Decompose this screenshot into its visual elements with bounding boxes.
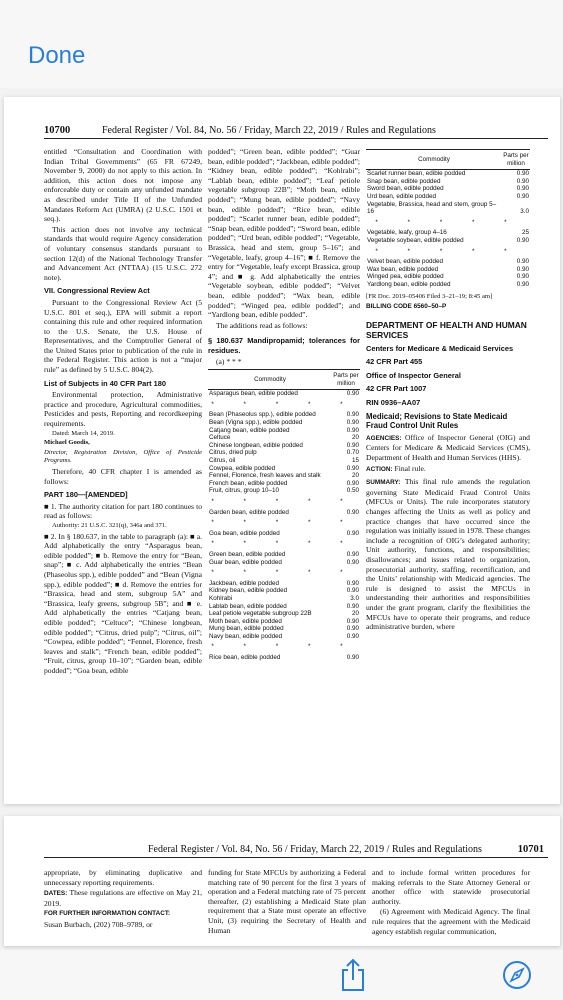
page-number: 10701	[517, 844, 544, 855]
ppm-cell: 0.90	[346, 390, 359, 398]
document-page-10701	[4, 816, 560, 946]
table-row	[208, 427, 360, 435]
table-row	[366, 178, 530, 186]
paragraph: podded”; “Green bean, edible podded”; “Guar bean, edible podded”; “Jackbean, edible podded”; “Kidney bean, edible podded”; “Kohlrabi”; “Lablab bean, edible podded”; “Leaf petiole vegetable subgroup 22B”; “Moth bean, edible podded”; “Mung bean, edible podded”; “Navy bean, edible podded”; “Rice bean, edible podded”; “Scarlet runner bean, edible podded”; “Snap bean, edible podded”; “Sword bean, edible podded”; “Urd bean, edible podded”; “Vegetable, Brassica, head and stem, group 5–16”; and “Vegetable, leafy, group 4–16”; ■ f. Remove the entry for “Vegetable, leafy except Brassica, group 4”; and ■ g. Add alphabetically the entries “Vegetable soybean, edible podded”; “Velvet bean, edible podded”; “Wax bean, edible podded”; “Winged pea, edible podded”; and “Yardlong bean, edible podded”.	[208, 147, 360, 320]
table-ellipsis-row	[208, 398, 360, 412]
table-row	[208, 465, 360, 473]
table-row	[366, 281, 530, 289]
rule-title: Medicaid; Revisions to State Medicaid Fraud Control Unit Rules	[366, 411, 508, 431]
paragraph: appropriate, by eliminating duplicative and unnecessary reporting requirements.	[44, 868, 202, 887]
ppm-cell: 0.90	[346, 426, 359, 434]
table-row	[208, 610, 360, 618]
action-paragraph	[366, 464, 530, 475]
paragraph: Pursuant to the Congressional Review Act (5 U.S.C. 801 et seq.), EPA will submit a report containing this rule and other required information to the U.S. Senate, the U.S. House of Representatives, and the Comptroller General of the United States prior to publication of the rule in the Federal Register. This action is not a “major rule” as defined by 5 U.S.C. 804(2).	[44, 297, 202, 375]
table-row	[208, 434, 360, 442]
ppm-cell: 0.90	[346, 632, 359, 640]
table-row	[208, 442, 360, 450]
signer-name: Michael Goodis,	[44, 439, 90, 447]
ppm-cell: 0.90	[346, 441, 359, 449]
ellipsis-marker: * * * * *	[211, 497, 357, 505]
ppm-cell: 0.90	[346, 529, 359, 537]
commodity-cell: Lablab bean, edible podded	[209, 602, 287, 610]
section-heading: § 180.637 Mandipropamid; tolerances for residues.	[208, 336, 360, 355]
table-row	[366, 185, 530, 193]
table-row	[208, 654, 360, 662]
commodity-cell: Navy bean, edible podded	[209, 632, 283, 640]
paragraph: ■ 1. The authority citation for part 180 continues to read as follows:	[44, 501, 202, 521]
agencies-label: AGENCIES:	[366, 434, 402, 442]
commodity-cell: Bean (Vigna spp.), edible podded	[209, 419, 303, 427]
table-header-ppm: Parts per million	[502, 150, 530, 170]
table-row	[366, 201, 530, 216]
section-heading: VII. Congressional Review Act	[44, 286, 150, 296]
commodity-cell: Kohlrabi	[209, 594, 233, 602]
table-row	[208, 390, 360, 398]
paragraph: This action does not involve any technical standards that would require Agency consideration of voluntary consensus standards pursuant to section 12(d) of the National Technology Transfer and Advancement Act (NTTAA) (15 U.S.C. 272 note).	[44, 224, 202, 282]
table-row	[208, 472, 360, 480]
table-row	[366, 229, 530, 237]
commodity-cell: Winged pea, edible podded	[367, 273, 444, 281]
table-ellipsis-row	[208, 495, 360, 509]
table-row	[208, 487, 360, 495]
table-ellipsis-row	[366, 216, 530, 230]
ppm-cell: 0.90	[346, 654, 359, 662]
commodity-cell: Green bean, edible podded	[209, 550, 286, 558]
ppm-cell: 3.0	[350, 594, 359, 602]
running-header	[44, 844, 548, 858]
column-2	[208, 868, 366, 946]
paragraph: and to include formal written procedures for making referrals to the State Attorney General or another office with statewide prosecutorial authority.	[372, 868, 530, 906]
compass-icon[interactable]	[502, 960, 532, 990]
dates-label: DATES:	[44, 890, 68, 898]
commodity-cell: Kidney bean, edible podded	[209, 587, 288, 595]
ppm-cell: 0.90	[516, 258, 529, 266]
ellipsis-marker: * * * * *	[375, 247, 521, 255]
commodity-cell: French bean, edible podded	[209, 479, 288, 487]
table-row	[366, 273, 530, 281]
commodity-cell: Bean (Phaseolus spp.), edible podded	[209, 411, 316, 419]
commodity-cell: Moth bean, edible podded	[209, 617, 282, 625]
sub-agency: Office of Inspector General	[366, 370, 461, 380]
ellipsis-marker: * * * * *	[211, 643, 357, 651]
done-button[interactable]: Done	[28, 42, 86, 69]
ppm-cell: 0.90	[346, 579, 359, 587]
commodity-cell: Mung bean, edible podded	[209, 625, 284, 633]
commodity-cell: Guar bean, edible podded	[209, 558, 282, 566]
commodity-cell: Catjang bean, edible podded	[209, 426, 290, 434]
ppm-cell: 20	[351, 472, 359, 480]
summary-text: This final rule amends the regulation governing State Medicaid Fraud Control Units (MFCUs or Units). The rule incorporates statutory changes affecting the Units as well as policy and practice changes that have occurred since the regulation was initially issued in 1978. These changes include a recognition of OIG’s delegated authority; Unit authority, functions, and responsibilities; disallowances; and issues related to organization, prosecutorial authority, staffing, recertification, and the Units’ relationship with Medicaid agencies. The rule is designed to assist the MFCUs in understanding their authorities and responsibilities under the grant program, clarify the flexibilities the MFCUs have to operate their programs, and reduce administrative burden, where	[366, 477, 530, 632]
commodity-cell: Citrus, dried pulp	[209, 449, 257, 457]
ppm-cell: 0.90	[346, 550, 359, 558]
ppm-cell: 0.90	[346, 617, 359, 625]
table-row	[208, 559, 360, 567]
bottom-toolbar	[0, 950, 563, 1000]
commodity-cell: Scarlet runner bean, edible podded	[367, 170, 466, 178]
paragraph: Therefore, 40 CFR chapter I is amended as follows:	[44, 467, 202, 486]
ppm-cell: 15	[351, 457, 359, 464]
table-row	[366, 193, 530, 201]
ppm-cell: 0.90	[346, 508, 359, 516]
commodity-cell: Velvet bean, edible podded	[367, 258, 443, 266]
column-1	[44, 147, 202, 797]
fr-doc-line: [FR Doc. 2019–05406 Filed 3–21–19; 8:45 am]	[366, 292, 493, 300]
dates-paragraph	[44, 888, 202, 908]
paragraph: Environmental protection, Administrative practice and procedure, Agricultural commodities, Pesticides and pests, Reporting and recordkeeping requirements.	[44, 390, 202, 429]
ppm-cell: 0.90	[346, 479, 359, 487]
ppm-cell: 0.90	[346, 464, 359, 472]
commodity-cell: Fruit, citrus, group 10–10	[209, 487, 280, 495]
table-header-commodity: Commodity	[366, 150, 502, 170]
section-heading: List of Subjects in 40 CFR Part 180	[44, 378, 166, 388]
ppm-cell: 0.90	[346, 602, 359, 610]
commodity-cell: Cowpea, edible podded	[209, 464, 276, 472]
header-text: Federal Register / Vol. 84, No. 56 / Friday, March 22, 2019 / Rules and Regulations	[102, 125, 436, 136]
cfr-part: 42 CFR Part 455	[366, 357, 423, 367]
table-row	[208, 595, 360, 603]
running-header	[44, 125, 548, 139]
commodity-cell: Vegetable, Brassica, head and stem, group 5–16	[367, 200, 497, 216]
commodity-cell: Wax bean, edible podded	[367, 265, 439, 273]
ppm-cell: 20	[351, 434, 359, 442]
commodity-cell: Garden bean, edible podded	[209, 508, 289, 516]
ppm-cell: 0.90	[516, 265, 529, 273]
column-3	[372, 868, 530, 946]
paragraph: entitled “Consultation and Coordination with Indian Tribal Governments” (65 FR 67249, November 9, 2000) do not apply to this action. In addition, this action does not impose any enforceable duty or contain any unfunded mandate as described under Title II of the Unfunded Mandates Reform Act (UMRA) (2 U.S.C. 1501 et seq.).	[44, 147, 202, 224]
commodity-cell: Vegetable, leafy, group 4–16	[367, 229, 447, 237]
table-row	[208, 587, 360, 595]
table-header-ppm: Parts per million	[332, 370, 360, 390]
table-row	[208, 449, 360, 457]
paragraph: (6) Agreement with Medicaid Agency. The final rule requires that the agreement with the Medicaid agency establish regular communication,	[372, 907, 530, 936]
ellipsis-marker: * * * * *	[211, 540, 357, 548]
table-row	[208, 480, 360, 488]
table-row	[366, 258, 530, 266]
ppm-cell: 0.90	[516, 192, 529, 200]
ppm-cell: 0.90	[346, 625, 359, 633]
summary-paragraph	[366, 477, 530, 632]
ppm-cell: 0.90	[346, 587, 359, 595]
commodity-cell: Yardlong bean, edible podded	[367, 280, 451, 288]
table-row	[208, 419, 360, 427]
commodity-cell: Rice bean, edible podded	[209, 654, 281, 662]
commodity-cell: Urd bean, edible podded	[367, 192, 436, 200]
contact-text: Susan Burbach, (202) 708–9789, or	[44, 919, 153, 929]
table-row	[208, 618, 360, 626]
commodity-cell: Leaf petiole vegetable subgroup 22B	[209, 610, 312, 618]
column-3	[366, 147, 530, 797]
table-ellipsis-row	[208, 566, 360, 580]
table-ellipsis-row	[208, 537, 360, 551]
ppm-cell: 0.90	[346, 558, 359, 566]
commodity-cell: Citrus, oil	[209, 457, 236, 464]
column-1	[44, 868, 202, 946]
rin: RIN 0936–AA07	[366, 398, 421, 408]
ellipsis-marker: * * * * *	[211, 569, 357, 577]
ppm-cell: 0.90	[516, 280, 529, 288]
ppm-cell: 25	[521, 229, 529, 237]
sub-agency: Centers for Medicare & Medicaid Services	[366, 343, 514, 353]
table-row	[208, 509, 360, 517]
ellipsis-marker: * * * * *	[375, 218, 521, 226]
table-row	[208, 633, 360, 641]
commodity-cell: Fennel, Florence, fresh leaves and stalk	[209, 472, 321, 480]
commodity-cell: Vegetable soybean, edible podded	[367, 236, 464, 244]
signer-title: Director, Registration Division, Office of Pesticide Programs.	[44, 448, 202, 465]
contact-label: FOR FURTHER INFORMATION CONTACT:	[44, 910, 171, 918]
commodity-cell: Snap bean, edible podded	[367, 177, 441, 185]
paragraph: funding for State MFCUs by authorizing a Federal matching rate of 90 percent for the first 3 years of operation and a Federal matching rate of 75 percent thereafter, (2) establishing a Medicaid State plan requirement that a State must operate an effective Unit, (3) requiring the Secretary of Health and Human	[208, 868, 366, 935]
table-row	[366, 266, 530, 274]
table-row	[208, 530, 360, 538]
commodity-cell: Goa bean, edible podded	[209, 529, 280, 537]
cfr-part: 42 CFR Part 1007	[366, 384, 427, 394]
table-ellipsis-row	[208, 640, 360, 654]
column-2	[208, 147, 360, 797]
ppm-cell: 0.90	[516, 177, 529, 185]
ppm-cell: 0.50	[346, 487, 359, 495]
table-row	[208, 551, 360, 559]
top-toolbar	[0, 0, 563, 88]
agency-heading: DEPARTMENT OF HEALTH AND HUMAN SERVICES	[366, 319, 527, 340]
ppm-cell: 0.90	[516, 236, 529, 244]
ppm-cell: 0.90	[346, 419, 359, 427]
ppm-cell: 0.90	[346, 411, 359, 419]
commodity-cell: Asparagus bean, edible podded	[209, 390, 298, 398]
table-ellipsis-row	[208, 516, 360, 530]
commodity-cell: Celtuce	[209, 434, 231, 442]
authority-line: Authority: 21 U.S.C. 321(q), 346a and 371.	[52, 521, 167, 529]
table-row	[208, 580, 360, 588]
table-row	[208, 457, 360, 465]
tolerance-table-continued	[366, 149, 530, 289]
ellipsis-marker: * * * * *	[211, 519, 357, 527]
action-label: ACTION:	[366, 465, 393, 473]
paragraph: (a) * * *	[216, 357, 242, 367]
ppm-cell: 0.90	[516, 170, 529, 178]
table-row	[366, 170, 530, 178]
table-row	[366, 237, 530, 245]
ppm-cell: 0.90	[516, 185, 529, 193]
table-header-commodity: Commodity	[208, 370, 332, 390]
agencies-text: Office of Inspector General (OIG) and Centers for Medicare & Medicaid Services (CMS), Department of Health and Human Services (HHS).	[366, 432, 530, 463]
dated-line: Dated: March 14, 2019.	[52, 429, 115, 437]
part-heading: PART 180—[AMENDED]	[44, 490, 128, 500]
action-text: Final rule.	[394, 463, 426, 473]
tolerance-table	[208, 369, 360, 662]
table-ellipsis-row	[366, 245, 530, 259]
page-number: 10700	[44, 125, 71, 136]
paragraph: The additions read as follows:	[216, 320, 308, 330]
share-icon[interactable]	[338, 958, 368, 992]
commodity-cell: Sword bean, edible podded	[367, 185, 444, 193]
ppm-cell: 3.0	[520, 208, 529, 216]
ppm-cell: 20	[351, 610, 359, 618]
dates-text: These regulations are effective on May 21, 2019.	[44, 888, 202, 908]
ppm-cell: 0.90	[516, 273, 529, 281]
ellipsis-marker: * * * * *	[211, 400, 357, 408]
paragraph: ■ 2. In § 180.637, in the table to paragraph (a): ■ a. Add alphabetically the entry “Asparagus bean, edible podded”; ■ b. Remove the entry for “Bean, snap”; ■ c. Add alphabetically the entries “Bean (Phaseolus spp.), edible podded” and “Bean (Vigna spp.), edible podded”; ■ d. Remove the entries for “Brassica, head and stem, subgroup 5A” and “Brassica, leafy greens, subgroup 5B”; and ■ e. Add alphabetically the entries “Catjang bean, edible podded”; “Celtuce”; “Chinese longbean, edible podded”; “Citrus, dried pulp”; “Citrus, oil”; “Cowpea, edible podded”; “Fennel, Florence, fresh leaves and stalk”; “French bean, edible podded”; “Fruit, citrus, group 10–10”; “Garden bean, edible podded”; “Goa bean, edible	[44, 531, 202, 675]
commodity-cell: Jackbean, edible podded	[209, 579, 280, 587]
commodity-cell: Chinese longbean, edible podded	[209, 441, 303, 449]
summary-label: SUMMARY:	[366, 479, 401, 487]
agencies-paragraph	[366, 433, 530, 463]
ppm-cell: 0.70	[346, 449, 359, 457]
billing-code: BILLING CODE 6560–50–P	[366, 303, 447, 311]
table-row	[208, 603, 360, 611]
table-row	[208, 625, 360, 633]
document-page-10700	[4, 97, 560, 804]
table-row	[208, 411, 360, 419]
header-text: Federal Register / Vol. 84, No. 56 / Friday, March 22, 2019 / Rules and Regulations	[148, 844, 482, 855]
